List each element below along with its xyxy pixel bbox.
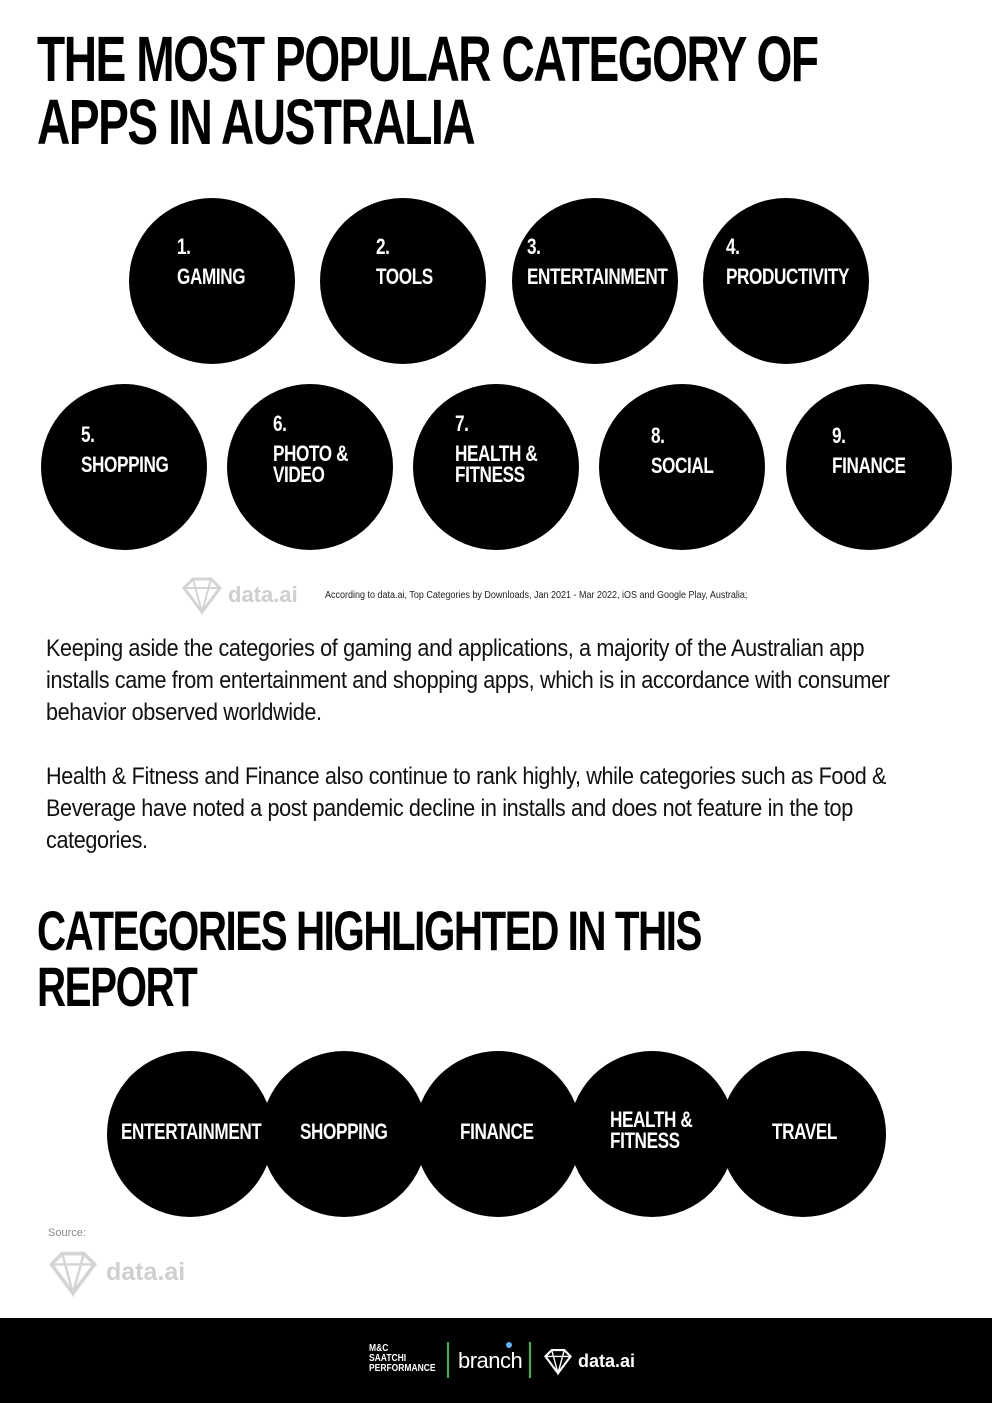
credit-text: According to data.ai, Top Categories by Downloads, Jan 2021 - Mar 2022, iOS and Google Play, Australia;	[325, 590, 748, 601]
category-circle-shopping	[41, 384, 207, 550]
category-rank: 9.	[832, 423, 846, 448]
dataai-diamond-icon	[46, 1250, 100, 1298]
category-label: GAMING	[177, 264, 246, 289]
category-label: ENTERTAINMENT	[527, 264, 668, 289]
footer-divider	[447, 1342, 449, 1378]
category-circle-social	[599, 384, 765, 550]
category-circle-gaming	[129, 198, 295, 364]
category-circle-photo-video	[227, 384, 393, 550]
category-circle-finance	[786, 384, 952, 550]
footer-divider	[529, 1342, 531, 1378]
category-label: FINANCE	[832, 453, 906, 478]
highlight-circle-shopping	[261, 1051, 427, 1217]
mc-saatchi-logo: M&C SAATCHI PERFORMANCE	[369, 1343, 436, 1374]
branch-logo: branch	[458, 1348, 523, 1373]
category-circle-productivity	[703, 198, 869, 364]
footer	[0, 1318, 992, 1403]
source-credit	[180, 576, 840, 616]
body-paragraph-2: Health & Fitness and Finance also continue to rank highly, while categories such as Food & Beverage have noted a post pandemic decline in installs and does not feature in the top categories.	[46, 763, 887, 854]
section-title: CATEGORIES HIGHLIGHTED IN THIS REPORT	[37, 899, 701, 1018]
dataai-logo-text: data.ai	[106, 1258, 186, 1286]
highlight-circle-travel	[720, 1051, 886, 1217]
category-circle-tools	[320, 198, 486, 364]
highlight-label: ENTERTAINMENT	[121, 1119, 262, 1144]
dataai-diamond-icon	[180, 576, 224, 616]
category-rank: 8.	[651, 423, 665, 448]
category-label: PHOTO & VIDEO	[273, 441, 349, 487]
category-rank: 6.	[273, 411, 287, 436]
page-title: THE MOST POPULAR CATEGORY OF APPS IN AUSTRALIA	[37, 23, 818, 158]
category-label: SHOPPING	[81, 452, 169, 477]
dataai-diamond-icon	[542, 1348, 574, 1376]
source-label: Source:	[48, 1227, 86, 1239]
category-rank: 3.	[527, 234, 541, 259]
body-paragraph-1: Keeping aside the categories of gaming and applications, a majority of the Australian app installs came from entertainment and shopping apps, which is in accordance with consumer behavior observed worldwide.	[46, 635, 890, 726]
dataai-logo-text: data.ai	[228, 582, 298, 607]
category-circle-entertainment	[512, 198, 678, 364]
dataai-footer-logo-text: data.ai	[578, 1351, 636, 1371]
branch-logo-dot-icon	[506, 1342, 512, 1348]
category-rank: 4.	[726, 234, 740, 259]
highlight-label: HEALTH & FITNESS	[610, 1107, 693, 1153]
category-rank: 7.	[455, 411, 469, 436]
highlight-label: TRAVEL	[772, 1119, 838, 1144]
category-label: PRODUCTIVITY	[726, 264, 850, 289]
highlight-circle-entertainment	[107, 1051, 273, 1217]
category-circle-health-fitness	[413, 384, 579, 550]
category-label: TOOLS	[376, 264, 433, 289]
highlight-circle-health-fitness	[569, 1051, 735, 1217]
category-label: HEALTH & FITNESS	[455, 441, 538, 487]
highlight-circle-finance	[415, 1051, 581, 1217]
category-rank: 1.	[177, 234, 191, 259]
highlight-label: FINANCE	[460, 1119, 534, 1144]
category-rank: 2.	[376, 234, 390, 259]
highlight-label: SHOPPING	[300, 1119, 388, 1144]
category-rank: 5.	[81, 422, 95, 447]
category-label: SOCIAL	[651, 453, 714, 478]
